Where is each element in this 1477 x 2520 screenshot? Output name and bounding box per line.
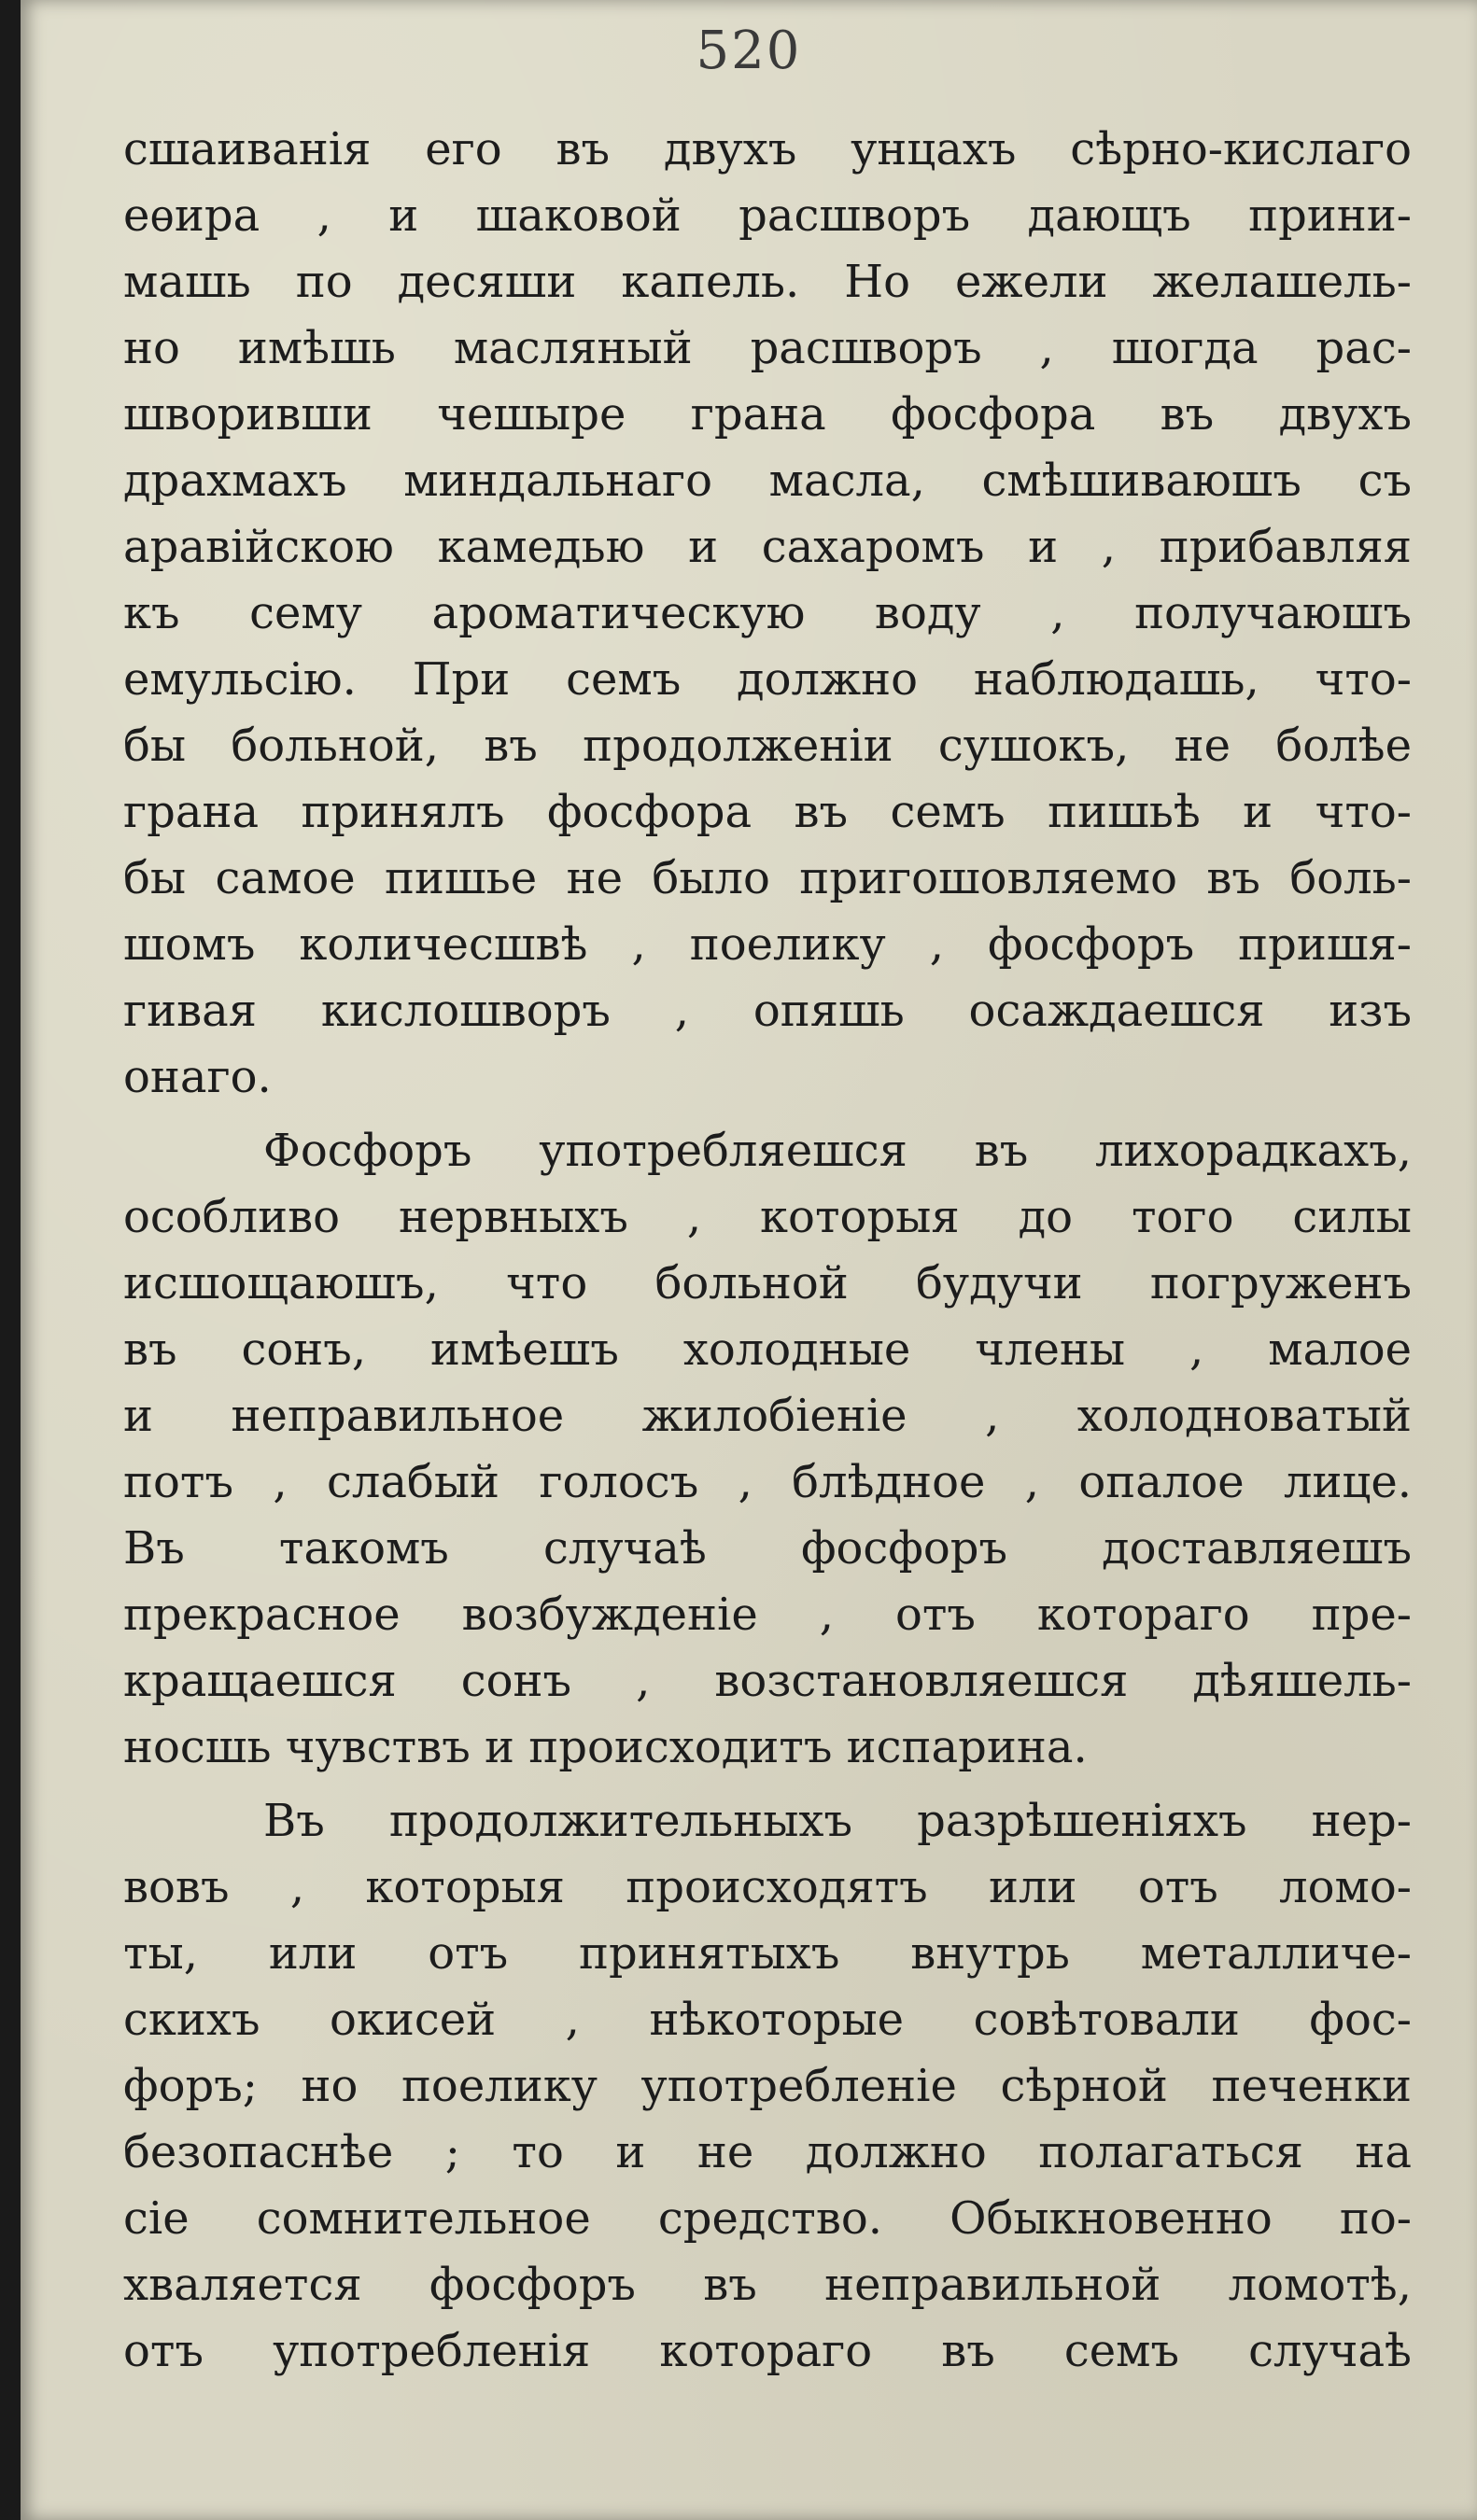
text-line: кращаешся сонъ , возстановляешся дѣяшель- — [123, 1655, 1412, 1707]
text-line: шворивши чешыре грана фосфора въ двухъ — [123, 388, 1412, 441]
text-line: къ сему ароматическую воду , получаюшъ — [123, 587, 1412, 639]
paragraph-first-line — [123, 1788, 1412, 1855]
text-line: отъ употребленія котораго въ семъ случаѣ — [123, 2325, 1412, 2377]
text-line: форъ; но поелику употребленіе сѣрной печенки — [123, 2060, 1412, 2112]
text-line: въ сонъ, имѣешъ холодные члены , малое — [123, 1323, 1412, 1376]
text-line: аравійскою камедью и сахаромъ и , прибавляя — [123, 521, 1412, 573]
body-text — [123, 117, 1412, 2385]
text-line: грана принялъ фосфора въ семъ пишьѣ и чтo- — [123, 786, 1412, 838]
paragraph-first-line — [123, 1118, 1412, 1184]
text-line: Фосфоръ употребляешся въ лихорадкахъ, — [263, 1125, 1412, 1177]
text-line: вовъ , которыя происходятъ или отъ ломо- — [123, 1861, 1412, 1913]
text-line: ты, или отъ принятыхъ внутрь металличе- — [123, 1927, 1412, 1980]
text-line: хваляется фосфоръ въ неправильной ломотѣ, — [123, 2259, 1412, 2311]
paragraph-gap — [123, 1111, 1412, 1118]
paragraph-gap — [123, 1781, 1412, 1788]
text-line: машь по десяши капель. Но ежели желашель- — [123, 256, 1412, 308]
text-line: драхмахъ миндальнаго масла, смѣшиваюшъ съ — [123, 455, 1412, 507]
page-number: 520 — [696, 21, 802, 81]
text-line: еѳира , и шаковой расшворъ дающъ прини- — [123, 189, 1412, 242]
text-line: носшь чувствъ и происходитъ испарина. — [123, 1721, 1088, 1773]
text-line: бы самое пишье не было пригошовляемо въ боль- — [123, 852, 1412, 904]
text-line: сіе сомнительное средство. Обыкновенно по- — [123, 2192, 1412, 2245]
text-line: онаго. — [123, 1051, 272, 1103]
text-line: потъ , слабый голосъ , блѣдное , опалое лице. — [123, 1456, 1412, 1508]
text-line: емульсію. При семъ должно наблюдашь, что- — [123, 653, 1412, 706]
text-line: но имѣшь масляный расшворъ , шогда рас- — [123, 322, 1412, 374]
text-line: бы больной, въ продолженіи сушокъ, не болѣе — [123, 720, 1412, 772]
text-line: исшощаюшъ, что больной будучи погруженъ — [123, 1257, 1412, 1309]
text-line: гивая кислошворъ , опяшь осаждаешся изъ — [123, 985, 1412, 1037]
book-page — [21, 0, 1477, 2520]
text-line: безопаснѣе ; то и не должно полагаться на — [123, 2126, 1412, 2178]
text-line: шомъ количесшвѣ , поелику , фосфоръ пришя- — [123, 918, 1412, 971]
text-line: и неправильное жилобіеніе , холодноватый — [123, 1390, 1412, 1442]
text-line: Въ такомъ случаѣ фосфоръ доставляешъ — [123, 1522, 1412, 1575]
text-line: прекрасное возбужденіе , отъ котораго пре- — [123, 1589, 1412, 1641]
text-line: Въ продолжительныхъ разрѣшеніяхъ нер- — [263, 1795, 1412, 1847]
text-line: скихъ окисей , нѣкоторые совѣтовали фос- — [123, 1994, 1412, 2046]
text-line: сшаиванія его въ двухъ унцахъ сѣрно-кислаго — [123, 123, 1412, 175]
text-line: особливо нервныхъ , которыя до того силы — [123, 1191, 1412, 1243]
